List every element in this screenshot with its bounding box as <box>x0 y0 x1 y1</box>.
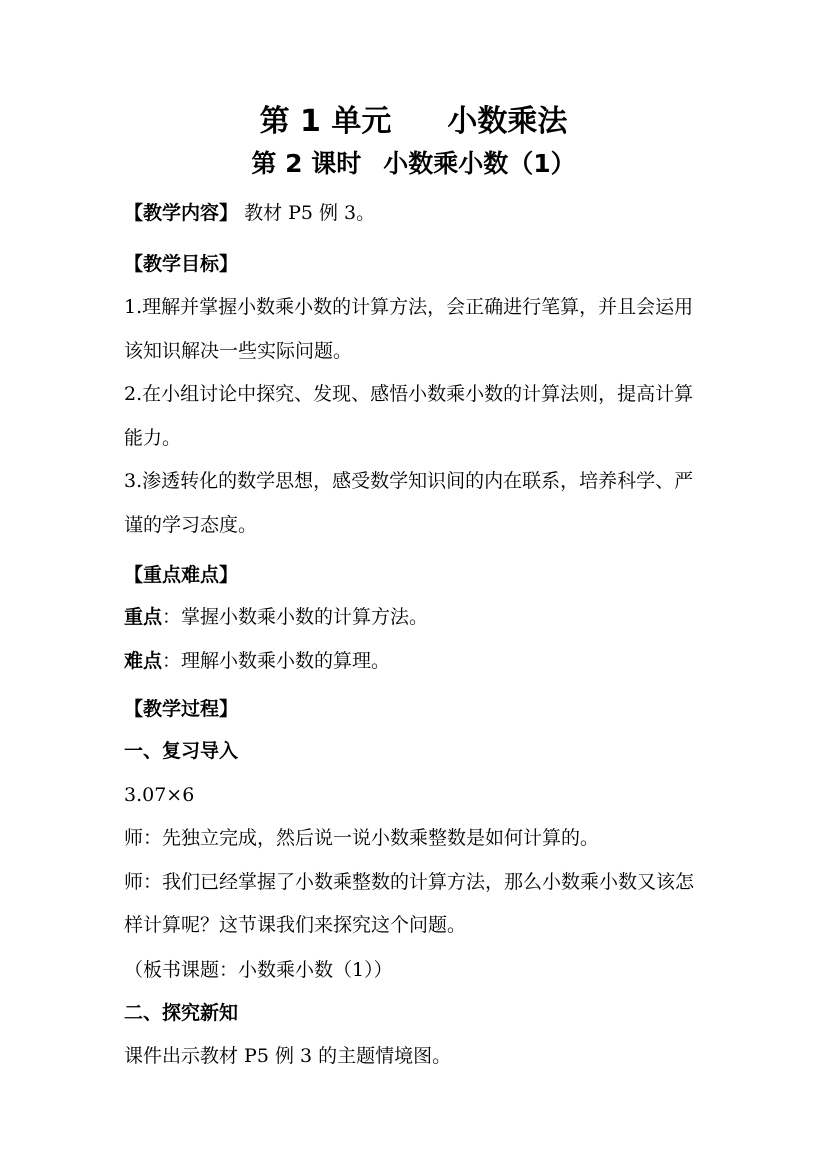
teacher-line: 师：我们已经掌握了小数乘整数的计算方法，那么小数乘小数又该怎 <box>124 871 695 893</box>
goal-line: 2.在小组讨论中探究、发现、感悟小数乘小数的计算法则，提高计算 <box>124 383 694 405</box>
goal-line: 3.渗透转化的数学思想，感受数学知识间的内在联系，培养科学、严 <box>124 470 694 492</box>
focus-label: 重点 <box>124 606 163 628</box>
unit-number: 第 1 单元 <box>259 104 392 139</box>
unit-name: 小数乘法 <box>447 104 568 139</box>
unit-title <box>0 102 827 142</box>
difficulty-label: 难点 <box>124 650 163 672</box>
teacher-line: 样计算呢？这节课我们来探究这个问题。 <box>124 914 467 936</box>
difficulty-text: ：理解小数乘小数的算理。 <box>162 650 391 672</box>
content-line <box>124 199 714 227</box>
goal-line: 谨的学习态度。 <box>124 514 258 536</box>
section-review-heading: 一、复习导入 <box>124 740 239 762</box>
goal-line: 1.理解并掌握小数乘小数的计算方法，会正确进行笔算，并且会运用 <box>124 296 694 318</box>
content-heading: 【教学内容】 <box>124 202 239 224</box>
goal-line: 该知识解决一些实际问题。 <box>124 340 353 362</box>
process-heading: 【教学过程】 <box>124 698 239 720</box>
difficulty-line <box>124 647 714 675</box>
focus-text: ：掌握小数乘小数的计算方法。 <box>162 606 429 628</box>
review-expression: 3.07×6 <box>124 784 195 806</box>
focus-line <box>124 603 714 631</box>
goals-heading: 【教学目标】 <box>124 253 239 275</box>
goal-line: 能力。 <box>124 427 182 449</box>
board-title-line: （板书课题：小数乘小数（1）） <box>124 959 393 981</box>
content-text: 教材 P5 例 3。 <box>244 202 376 224</box>
courseware-line: 课件出示教材 P5 例 3 的主题情境图。 <box>124 1045 452 1067</box>
section-explore-heading: 二、探究新知 <box>124 1002 239 1024</box>
teacher-line: 师：先独立完成，然后说一说小数乘整数是如何计算的。 <box>124 827 600 849</box>
lesson-number: 第 2 课时 <box>251 149 362 178</box>
key-points-heading: 【重点难点】 <box>124 564 239 586</box>
lesson-title <box>0 146 827 182</box>
lesson-name: 小数乘小数（1） <box>383 149 576 178</box>
